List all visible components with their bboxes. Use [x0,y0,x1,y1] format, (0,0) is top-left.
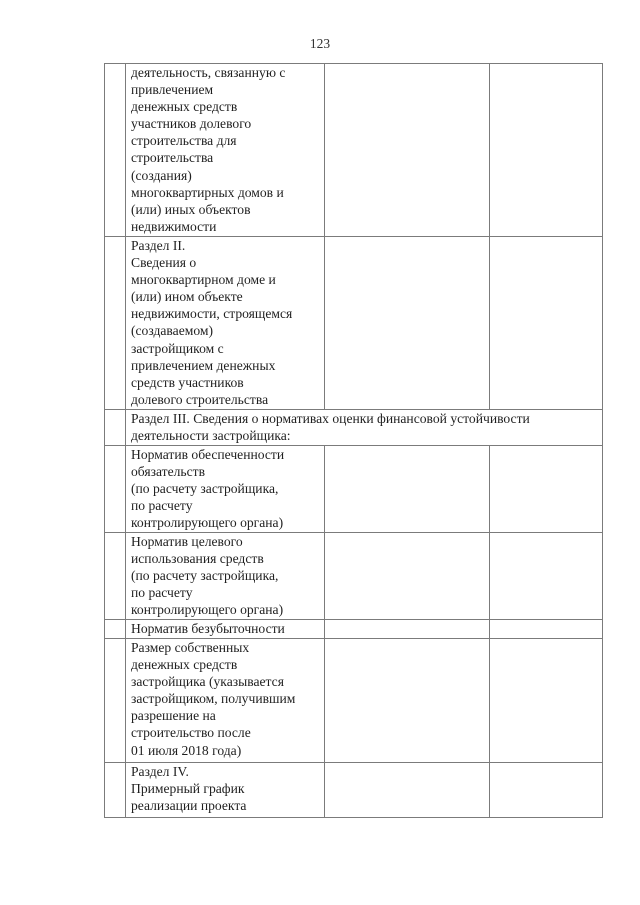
section-heading: Раздел III. Сведения о нормативах оценки финансовой устойчивости деятельности застройщика: [131,411,530,444]
table-cell-section [126,410,603,446]
table-cell-value [490,237,603,410]
table-cell-value [490,446,603,533]
table-cell-value [490,763,603,818]
table-row-section [105,410,603,446]
table-cell-value [325,237,490,410]
table-cell-value [325,763,490,818]
table-cell-value [325,533,490,620]
row-label: Норматив безубыточности [131,621,285,636]
table-cell-label [126,237,325,410]
table-cell-label [126,446,325,533]
table-cell-value [325,639,490,763]
document-table [104,63,603,818]
table-row [105,639,603,763]
table-row [105,620,603,639]
table-cell-index [105,620,126,639]
table-row [105,64,603,237]
table-cell-label [126,533,325,620]
table-cell-index [105,533,126,620]
table-row [105,763,603,818]
table-row [105,237,603,410]
row-label: Раздел IV. Примерный график реализации проекта [131,764,247,814]
table-cell-label [126,620,325,639]
table-cell-index [105,639,126,763]
table-cell-label [126,64,325,237]
table-cell-value [490,533,603,620]
table-cell-value [325,620,490,639]
table-cell-index [105,237,126,410]
table-cell-index [105,446,126,533]
table-cell-index [105,410,126,446]
row-label: Норматив обеспеченности обязательств (по расчету застройщика, по расчету контролирующего органа) [131,447,285,531]
table-row [105,446,603,533]
row-label: Раздел II. Сведения о многоквартирном доме и (или) ином объекте недвижимости, строящемся (создаваемом) застройщиком с привлечением денежных средств участников долевого строительства [131,238,293,407]
table-cell-value [325,446,490,533]
row-label: деятельность, связанную с привлечением денежных средств участников долевого строительства для строительства (создания) многоквартирных домов и (или) иных объектов недвижимости [131,65,286,234]
page-number: 123 [309,36,331,51]
table-row [105,533,603,620]
row-label: Размер собственных денежных средств застройщика (указывается застройщиком, получившим разрешение на строительство после 01 июля 2018 года) [131,640,296,758]
table-cell-label [126,763,325,818]
table-cell-index [105,763,126,818]
table-cell-label [126,639,325,763]
table-cell-value [490,639,603,763]
table-cell-value [490,620,603,639]
table-cell-index [105,64,126,237]
table-cell-value [325,64,490,237]
row-label: Норматив целевого использования средств (по расчету застройщика, по расчету контролирующего органа) [131,534,284,618]
table-cell-value [490,64,603,237]
